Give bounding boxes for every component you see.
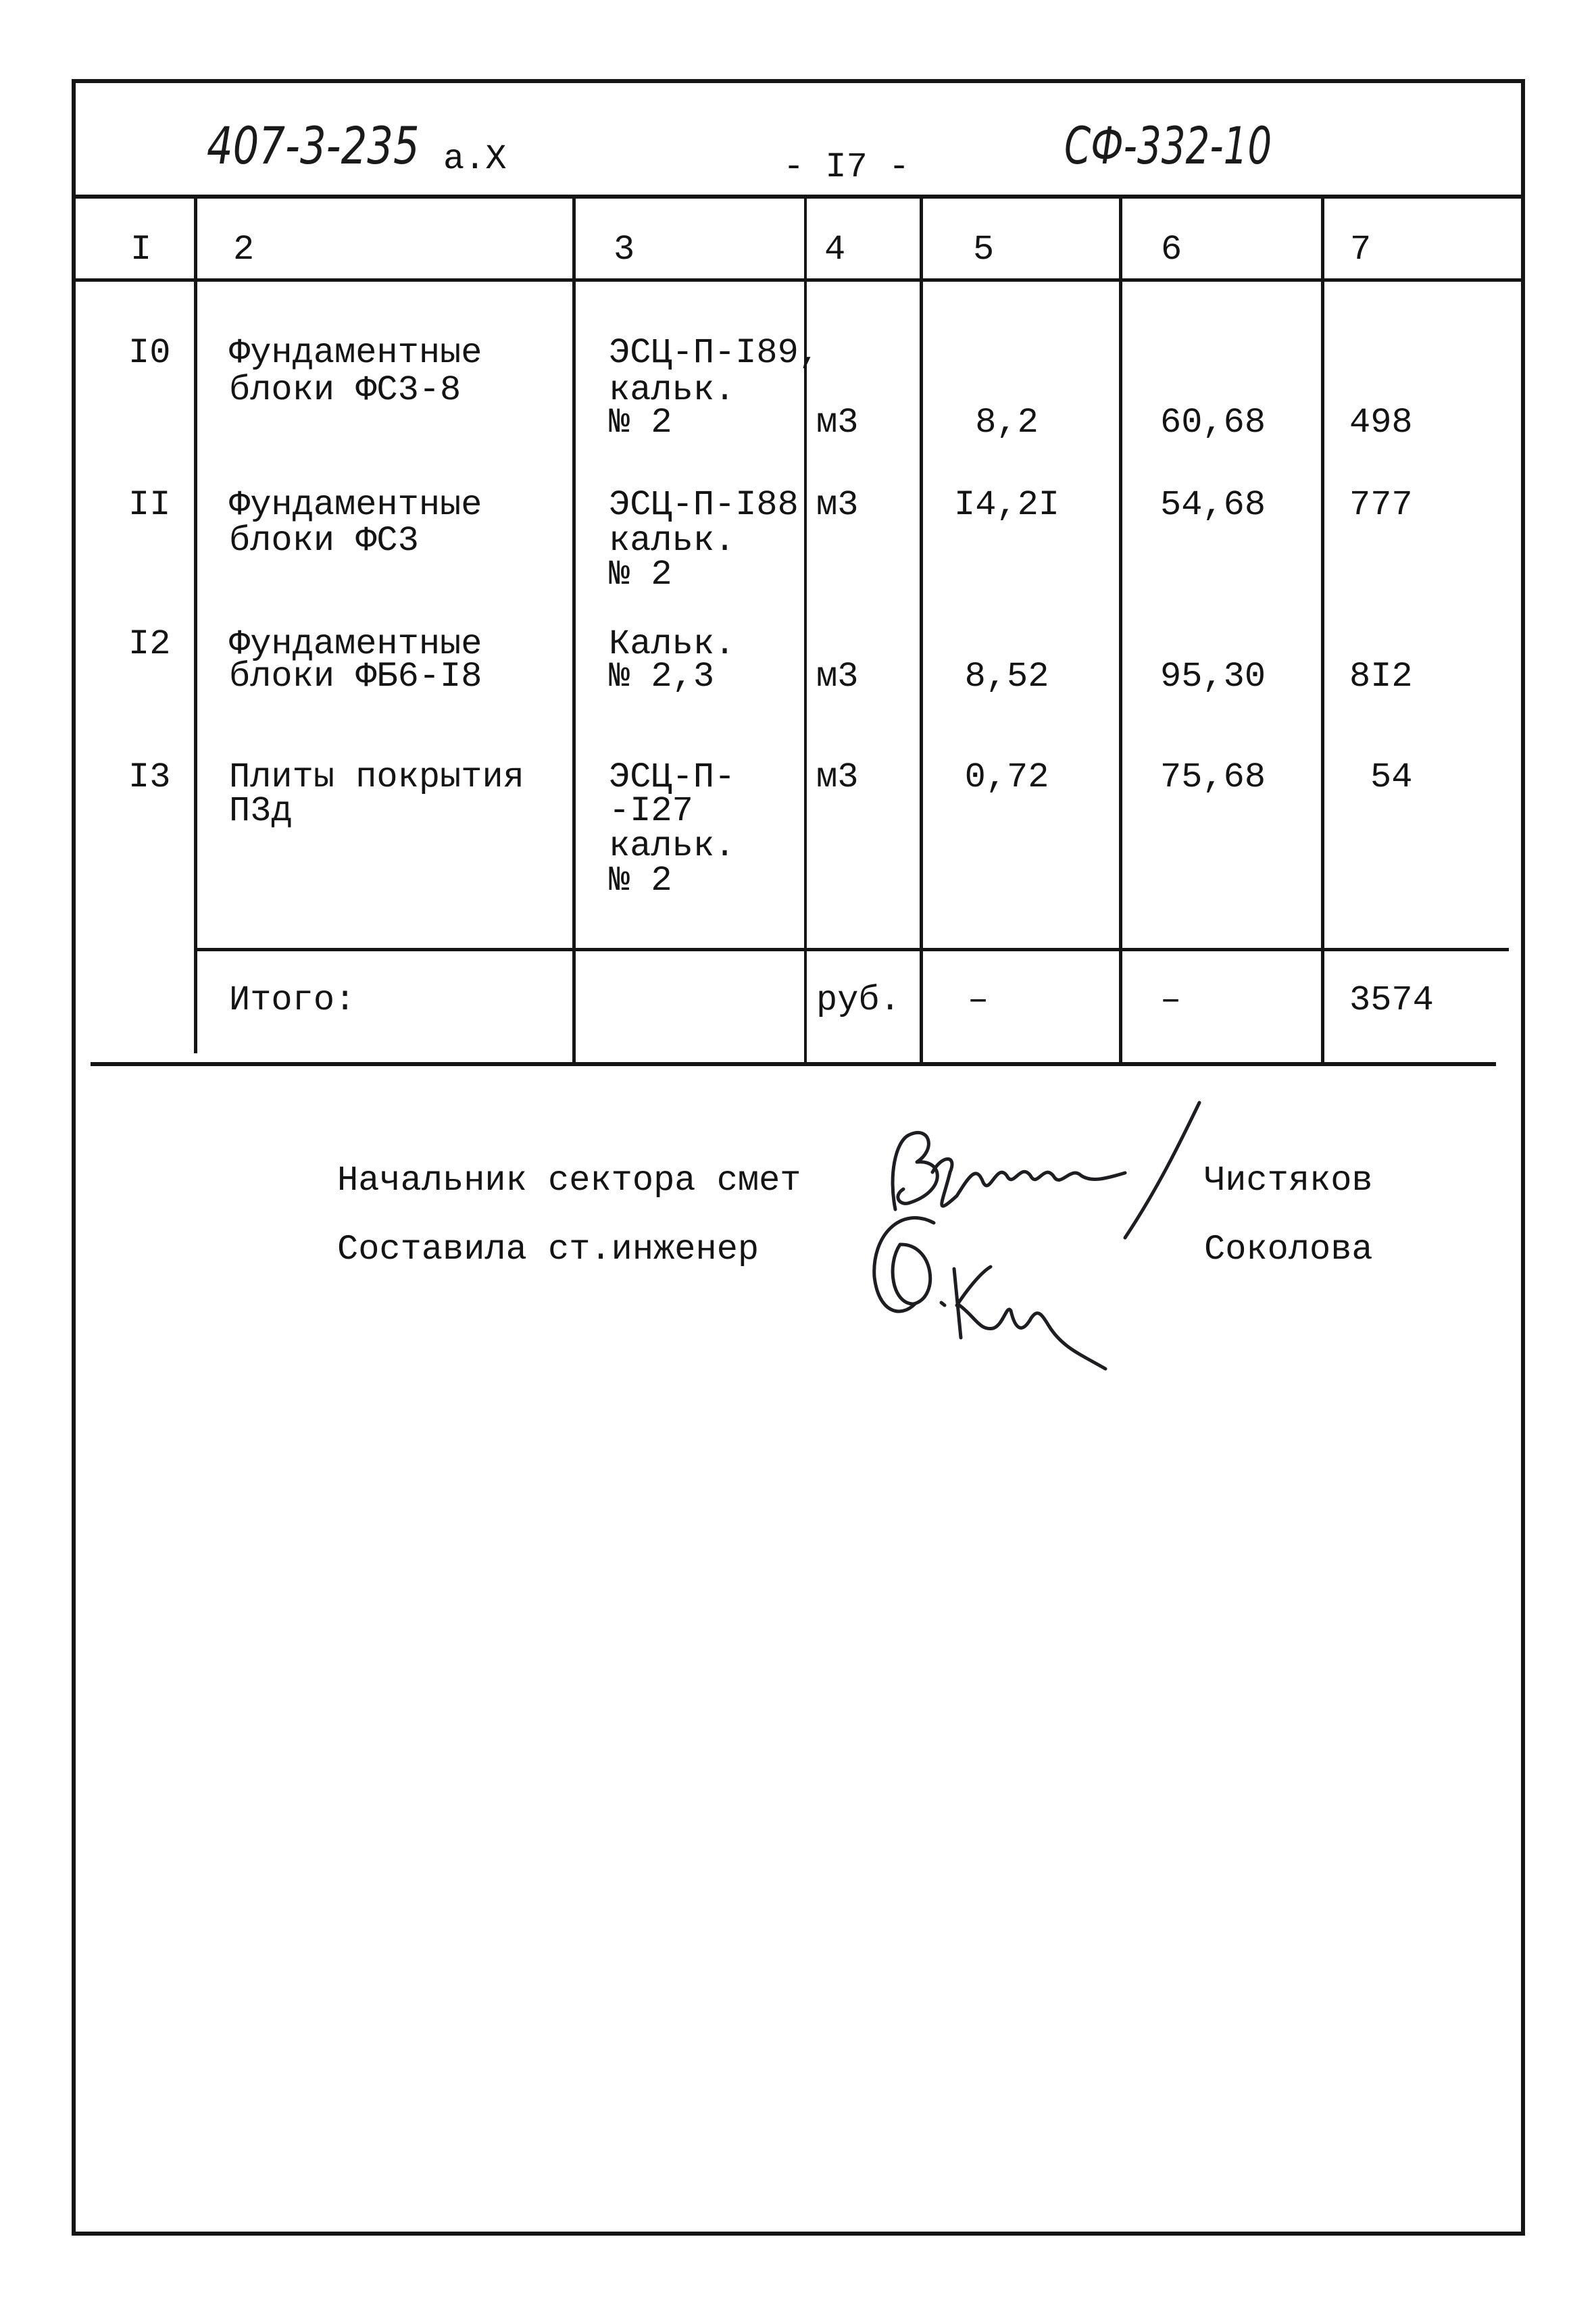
unit-price: 95,30 [1160, 657, 1266, 697]
reference-line: № 2 [609, 555, 672, 595]
column-divider-3 [804, 197, 807, 1065]
column-divider-4 [920, 197, 923, 1065]
header-rule [74, 195, 1525, 199]
unit: м3 [816, 485, 859, 525]
total-unit-price: – [1160, 980, 1182, 1020]
quantity: 0,72 [964, 757, 1049, 797]
project-code: 407-3-235 [207, 116, 420, 176]
unit-price: 60,68 [1160, 403, 1266, 443]
grand-total: 3574 [1349, 980, 1434, 1020]
unit-price: 75,68 [1160, 757, 1266, 797]
column-header-2: 2 [233, 230, 255, 270]
item-name-line: блоки ФБ6-I8 [229, 657, 482, 697]
unit: м3 [816, 657, 859, 697]
item-name-line: блоки ФС3-8 [229, 370, 462, 410]
signature-name: Соколова [1204, 1230, 1373, 1269]
subtotal-rule [194, 948, 1509, 951]
table-bottom-rule [91, 1062, 1496, 1066]
total: 8I2 [1349, 657, 1413, 697]
quantity: 8,2 [975, 403, 1039, 443]
reference-line: № 2 [609, 403, 672, 443]
estimate-code: СФ-332-10 [1064, 116, 1272, 176]
page-number: - I7 - [783, 147, 910, 187]
item-name-line: П3д [229, 791, 293, 831]
reference-line: № 2 [609, 861, 672, 901]
reference-line: -I27 [609, 791, 693, 831]
column-divider-6 [1321, 197, 1324, 1065]
reference-line: Кальк. [609, 624, 736, 664]
quantity: 8,52 [964, 657, 1049, 697]
signature-name: Чистяков [1204, 1161, 1373, 1201]
unit: м3 [816, 757, 859, 797]
reference-line: № 2,3 [609, 657, 715, 697]
column-header-7: 7 [1350, 230, 1372, 270]
row-number: I0 [128, 333, 171, 373]
item-name-line: блоки ФС3 [229, 521, 419, 561]
row-number: I3 [128, 757, 171, 797]
total-quantity: – [968, 980, 989, 1020]
row-number: II [128, 485, 171, 525]
total: 777 [1349, 485, 1413, 525]
row-number: I2 [128, 624, 171, 664]
reference-line: ЭСЦ-П-I89, [609, 333, 820, 373]
total-unit: руб. [816, 980, 901, 1020]
column-divider-5 [1119, 197, 1122, 1065]
reference-line: кальк. [609, 521, 736, 561]
item-name-line: Фундаментные [229, 485, 482, 525]
column-header-6: 6 [1161, 230, 1182, 270]
column-header-3: 3 [614, 230, 635, 270]
reference-line: ЭСЦ-П-I88 [609, 485, 799, 525]
item-name-line: Фундаментные [229, 333, 482, 373]
item-name-line: Плиты покрытия [229, 757, 524, 797]
total: 54 [1370, 757, 1413, 797]
signature-role: Составила ст.инженер [337, 1230, 759, 1269]
reference-line: ЭСЦ-П- [609, 757, 736, 797]
reference-line: кальк. [609, 370, 736, 410]
handwritten-signature-2 [858, 1203, 1142, 1378]
column-header-1: I [130, 230, 152, 270]
item-name-line: Фундаментные [229, 624, 482, 664]
quantity: I4,2I [953, 485, 1060, 525]
signature-role: Начальник сектора смет [337, 1161, 801, 1201]
total-label: Итого: [229, 980, 356, 1020]
column-header-rule [74, 278, 1525, 282]
column-divider-2 [572, 197, 576, 1065]
album-mark: а.Х [443, 139, 507, 179]
column-header-5: 5 [973, 230, 995, 270]
column-header-4: 4 [824, 230, 846, 270]
unit: м3 [816, 403, 859, 443]
column-divider-1 [194, 197, 197, 1053]
reference-line: кальк. [609, 826, 736, 866]
unit-price: 54,68 [1160, 485, 1266, 525]
total: 498 [1349, 403, 1413, 443]
